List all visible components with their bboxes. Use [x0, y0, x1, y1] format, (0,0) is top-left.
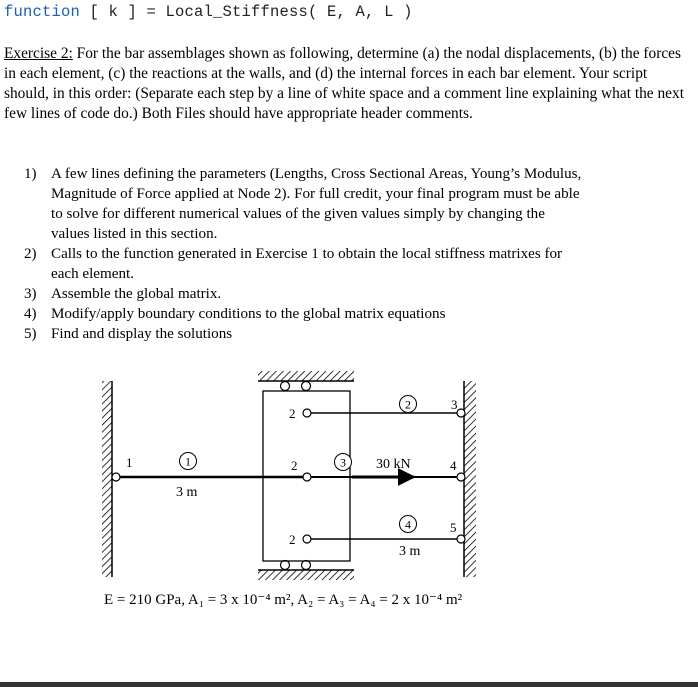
exercise-text: For the bar assemblages shown as following, determine (a) the nodal displacements, (b) the forces in each element, (c) the reactions at the walls, and (d) the internal forces in each bar element. Your script should, in this order: (Separate each step by a line of white space and a comment line explaining what the next few lines of code do.) Both Files should have appropriate header comments. [4, 45, 684, 122]
step-number: 4) [24, 306, 37, 322]
step-text: Calls to the function generated in Exercise 1 to obtain the local stiffness matrixes for each element. [51, 246, 563, 282]
node-3-pin [457, 409, 465, 417]
step-text: Modify/apply boundary conditions to the global matrix equations [51, 306, 446, 322]
node-2-label-mid: 2 [291, 458, 298, 473]
node-4-pin [457, 473, 465, 481]
length-right-label: 3 m [399, 544, 421, 559]
function-signature [4, 3, 413, 21]
force-label: 30 kN [376, 457, 411, 472]
length-left-label: 3 m [176, 485, 198, 500]
material-properties: E = 210 GPa, A₁ = 3 x 10⁻⁴ m², A₂ = A₃ = A₄ = 2 x 10⁻⁴ m² [104, 592, 463, 608]
element-3-label: 3 [340, 455, 346, 470]
left-wall [102, 381, 112, 577]
function-signature-rest: [ k ] = Local_Stiffness( E, A, L ) [80, 3, 413, 21]
step-number: 5) [24, 326, 37, 342]
step-text: A few lines defining the parameters (Lengths, Cross Sectional Areas, Young’s Modulus, Magnitude of Force applied at Node 2). For full credit, your final program must be able to solve for different numerical values of the given values simply by changing the values listed in this section. [51, 166, 582, 242]
list-item [24, 284, 584, 304]
top-support [258, 371, 354, 391]
node-2-pin-top [303, 409, 311, 417]
element-4-label: 4 [405, 517, 411, 532]
node-5-label: 5 [450, 520, 457, 535]
bottom-divider [0, 682, 698, 687]
function-keyword: function [4, 3, 81, 21]
step-text: Find and display the solutions [51, 326, 233, 342]
bottom-support [258, 561, 354, 581]
step-number: 3) [24, 286, 37, 302]
list-item [24, 304, 584, 324]
node-2-pin-bottom [303, 535, 311, 543]
node-2-pin-mid [303, 473, 311, 481]
node-3-label: 3 [451, 397, 458, 412]
step-text: Assemble the global matrix. [51, 286, 222, 302]
node-2-label-bottom: 2 [289, 532, 296, 547]
exercise-description [4, 44, 692, 124]
steps-list [24, 164, 584, 344]
step-number: 2) [24, 246, 37, 262]
list-item [24, 324, 584, 344]
node-1-label: 1 [126, 455, 133, 470]
list-item [24, 164, 584, 244]
exercise-label: Exercise 2: [4, 45, 73, 62]
node-2-label-top: 2 [289, 406, 296, 421]
element-1-label: 1 [185, 454, 191, 469]
list-item [24, 244, 584, 284]
element-2-label: 2 [405, 397, 411, 412]
bar-assemblage-diagram [96, 367, 596, 617]
node-5-pin [457, 535, 465, 543]
right-wall [464, 381, 476, 577]
node-4-label: 4 [450, 458, 457, 473]
node-1-pin [112, 473, 120, 481]
step-number: 1) [24, 166, 37, 182]
